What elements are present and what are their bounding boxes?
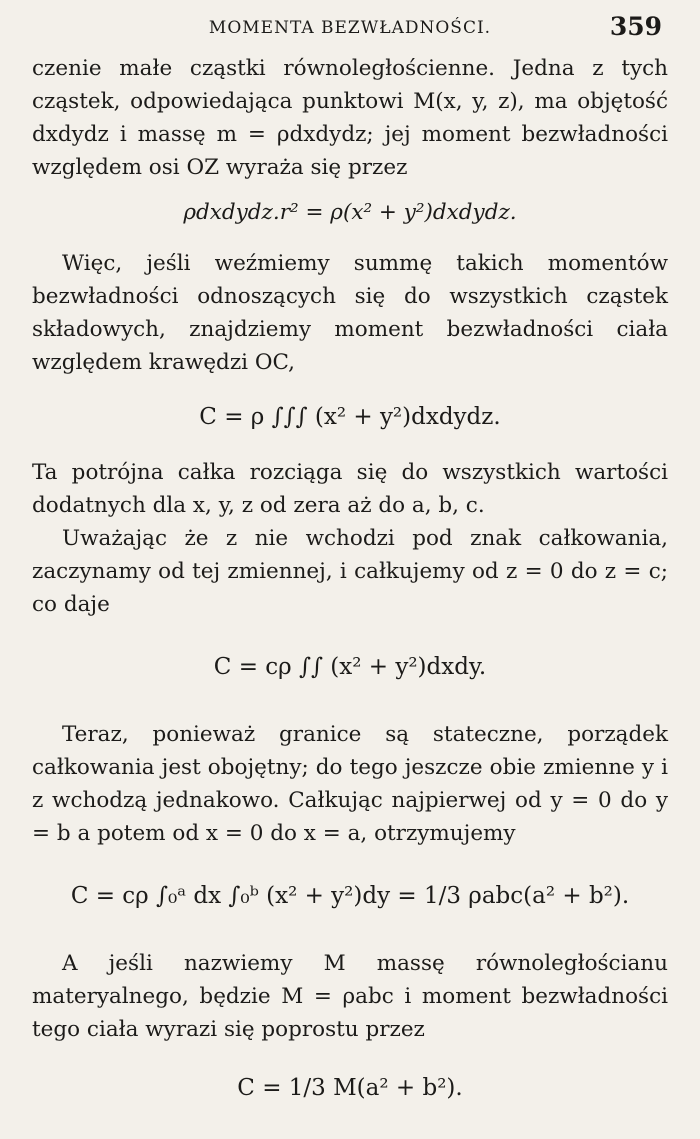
equation-1: ρdxdydz.r² = ρ(x² + y²)dxdydz. bbox=[183, 200, 517, 225]
page-header bbox=[32, 0, 668, 52]
equation-2: C = ρ ∫∫∫ (x² + y²)dxdydz. bbox=[199, 404, 501, 430]
paragraph-6: A jeśli nazwiemy M massę równoległościanu materyalnego, będzie M = ρabc i moment bezwładności tego ciała wyrazi się poprostu przez bbox=[32, 951, 668, 1042]
paragraph-3: Ta potrójna całka rozciąga się do wszystkich wartości dodatnych dla x, y, z od zera aż do a, b, c. bbox=[32, 460, 668, 518]
page-number: 359 bbox=[609, 12, 662, 41]
equation-3: C = cρ ∫∫ (x² + y²)dxdy. bbox=[213, 654, 487, 680]
paragraph-5: Teraz, ponieważ granice są stateczne, porządek całkowania jest obojętny; do tego jeszcze obie zmienne y i z wchodzą jednakowo. Całkując najpierwej od y = 0 do y = b a potem od x = 0 do x = a, otrzymujemy bbox=[32, 722, 668, 846]
running-head: MOMENTA BEZWŁADNOŚCI. bbox=[208, 18, 492, 38]
equation-5: C = 1/3 M(a² + b²). bbox=[237, 1075, 463, 1101]
page-body bbox=[32, 52, 668, 1105]
paragraph-4: Uważając że z nie wchodzi pod znak całkowania, zaczynamy od tej zmiennej, i całkujemy od z = 0 do z = c; co daje bbox=[32, 526, 668, 617]
paragraph-1: czenie małe cząstki równoległościenne. Jedna z tych cząstek, odpowiedająca punktowi M(x, y, z), ma objętość dxdydz i massę m = ρdxdydz; jej moment bezwładności względem osi OZ wyraża się przez bbox=[32, 56, 668, 180]
paragraph-2: Więc, jeśli weźmiemy summę takich momentów bezwładności odnoszących się do wszystkich cząstek składowych, znajdziemy moment bezwładności ciała względem krawędzi OC, bbox=[32, 251, 668, 375]
equation-4: C = cρ ∫₀ᵃ dx ∫₀ᵇ (x² + y²)dy = 1/3 ρabc(a² + b²). bbox=[70, 883, 630, 909]
